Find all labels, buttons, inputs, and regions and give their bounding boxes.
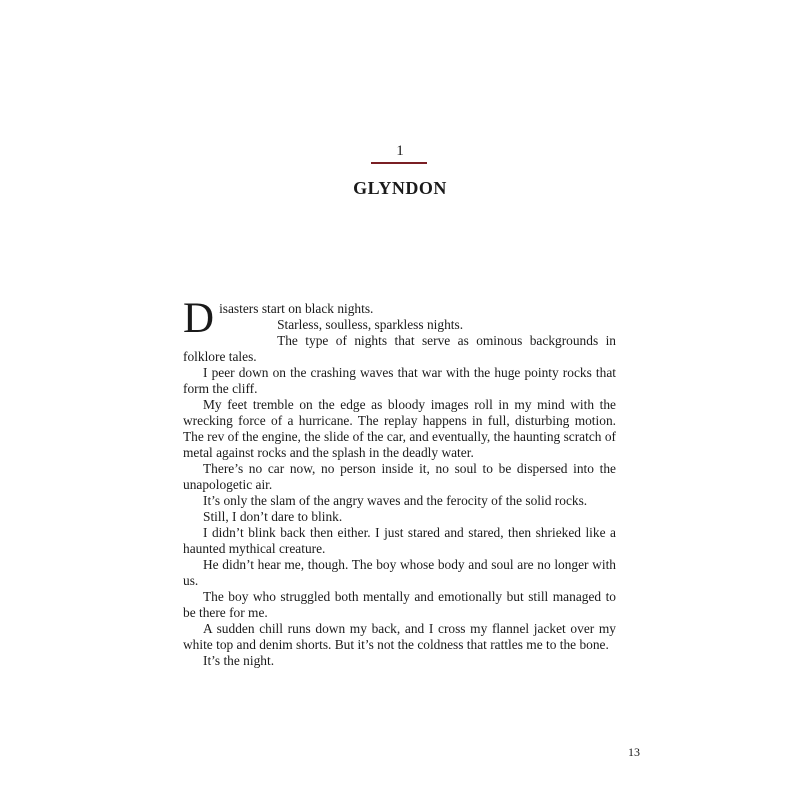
paragraph-9: I didn’t blink back then either. I just stared and stared, then shrieked like a haunted mythical creature. [183,525,616,556]
paragraph-11: The boy who struggled both mentally and emotionally but still managed to be there for me. [183,589,616,620]
chapter-number: 1 [396,143,404,159]
paragraph-13: It’s the night. [203,653,275,668]
page-number: 13 [628,745,640,759]
paragraph-12: A sudden chill runs down my back, and I cross my flannel jacket over my white top and denim shorts. But it’s not the coldness that rattles me to the bone. [183,621,616,652]
paragraph-3: The type of nights that serve as ominous backgrounds in folklore tales. [183,333,616,364]
paragraph-5: My feet tremble on the edge as bloody images roll in my mind with the wrecking force of a hurricane. The replay happens in full, disturbing motion. The rev of the engine, the slide of the car, and eventually, the haunting scratch of metal against rocks and the splash in the deadly water. [183,397,616,460]
paragraph-6: There’s no car now, no person inside it, no soul to be dispersed into the unapologetic air. [183,461,616,492]
chapter-divider-rule [371,162,427,164]
paragraph-2: Starless, soulless, sparkless nights. [277,317,464,332]
chapter-body [183,295,616,669]
paragraph-4: I peer down on the crashing waves that war with the huge pointy rocks that form the cliff. [183,365,616,396]
drop-cap: D [183,295,215,342]
chapter-title: GLYNDON [353,178,447,198]
paragraph-10: He didn’t hear me, though. The boy whose body and soul are no longer with us. [183,557,616,588]
paragraph-8: Still, I don’t dare to blink. [203,509,343,524]
paragraph-7: It’s only the slam of the angry waves and the ferocity of the solid rocks. [203,493,588,508]
paragraph-1: Disasters start on black nights. [183,295,374,342]
